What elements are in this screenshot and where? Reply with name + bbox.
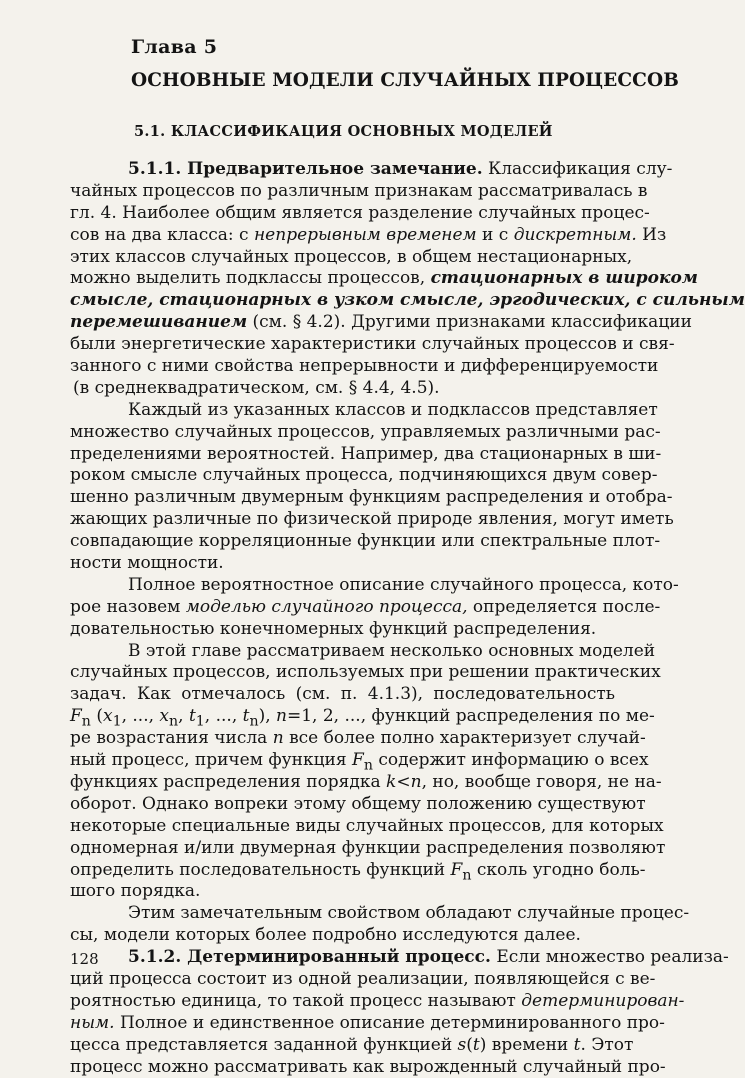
- text-run: содержит информацию о всех: [372, 750, 649, 771]
- text-line: [70, 706, 655, 730]
- text-line: [70, 312, 692, 334]
- text-line: [70, 793, 646, 816]
- text-run: шенно различным двумерным функциям распределения и отобра-: [70, 487, 673, 508]
- text-run: F: [352, 750, 364, 771]
- text-run: определяется после-: [467, 596, 661, 617]
- text-line: [70, 837, 666, 860]
- text-run: занного с ними свойства непрерывности и дифференцируемости: [70, 356, 659, 377]
- text-line: [70, 640, 656, 663]
- subscript-run: 1: [195, 713, 205, 730]
- text-line: [70, 990, 685, 1013]
- text-run: n: [410, 771, 422, 792]
- text-line: [70, 334, 675, 356]
- text-run: 5.1.2. Детерминированный процесс.: [128, 947, 491, 968]
- text-run: ности мощности.: [70, 553, 224, 574]
- text-run: , ...,: [204, 706, 243, 727]
- subscript-run: n: [81, 713, 91, 730]
- text-run: множество случайных процессов, управляемых различными рас-: [70, 421, 661, 442]
- text-run: смысле, стационарных в узком смысле, эргодических, с сильным: [70, 290, 745, 311]
- text-run: определить последовательность функций: [70, 859, 451, 880]
- text-run: k: [386, 771, 397, 792]
- text-line: [70, 531, 661, 553]
- text-run: . Этот: [580, 1034, 634, 1055]
- text-run: , ...,: [121, 706, 160, 727]
- text-line: [70, 925, 615, 947]
- text-run: , но, вообще говоря, не на-: [421, 771, 662, 792]
- chapter-title: ОСНОВНЫЕ МОДЕЛИ СЛУЧАЙНЫХ ПРОЦЕССОВ: [131, 70, 679, 91]
- text-run: x: [159, 706, 169, 727]
- text-line: [70, 443, 662, 466]
- text-run: <: [396, 771, 411, 792]
- text-run: ,: [178, 706, 189, 727]
- text-run: стационарных в широком: [430, 268, 698, 289]
- text-run: роком смысле случайных процесса, подчиняющихся двум совер-: [70, 465, 658, 486]
- text-line: [70, 1012, 665, 1035]
- text-line: [70, 750, 649, 774]
- text-line: [70, 771, 662, 794]
- text-run: рое назовем: [70, 596, 186, 617]
- text-run: моделью случайного процесса,: [185, 596, 468, 617]
- text-line: [70, 224, 667, 247]
- text-run: s: [457, 1034, 467, 1055]
- text-run: цесса представляется заданной функцией: [70, 1034, 458, 1055]
- text-line: [70, 728, 646, 750]
- text-line: [70, 947, 729, 969]
- text-run: процесс можно рассматривать как вырожденный случайный про-: [70, 1056, 666, 1077]
- chapter-heading: Глава 5: [131, 36, 218, 58]
- text-run: Этим замечательным свойством обладают случайные процес-: [128, 903, 690, 924]
- text-run: t: [573, 1034, 581, 1055]
- text-line: [70, 202, 650, 225]
- text-run: некоторые специальные виды случайных процессов, для которых: [70, 815, 664, 836]
- text-run: можно выделить подклассы процессов,: [70, 268, 431, 289]
- text-line: [70, 465, 658, 487]
- text-run: ций процесса состоит из одной реализации, появляющейся с ве-: [70, 968, 656, 989]
- subscript-run: n: [249, 713, 259, 730]
- text-run: (: [466, 1034, 473, 1055]
- text-line: [70, 1056, 666, 1078]
- text-run: Каждый из указанных классов и подклассов представляет: [128, 399, 658, 420]
- text-run: (: [90, 706, 103, 727]
- text-run: 5.1.1. Предварительное замечание.: [128, 159, 483, 179]
- text-run: t: [242, 706, 250, 727]
- subscript-run: n: [363, 757, 373, 774]
- text-run: шого порядка.: [70, 881, 201, 902]
- text-run: n: [276, 706, 287, 727]
- text-run: =1, 2, ..., функций распределения по ме-: [287, 706, 655, 727]
- text-run: сколь угодно боль-: [471, 859, 646, 880]
- text-run: (см. § 4.2). Другими признаками классификации: [247, 312, 692, 333]
- text-line: [70, 662, 661, 684]
- text-line: [70, 399, 658, 422]
- text-run: роятностью единица, то такой процесс называют: [70, 990, 522, 1011]
- text-run: Полное вероятностное описание случайного процесса, кото-: [128, 574, 679, 595]
- text-run: x: [102, 706, 113, 727]
- text-line: [70, 268, 698, 290]
- text-run: F: [70, 706, 82, 727]
- text-run: ),: [258, 706, 277, 727]
- text-line: [70, 509, 674, 531]
- text-line: [70, 378, 615, 400]
- text-line: [70, 815, 664, 838]
- text-line: [70, 487, 673, 509]
- text-run: детерминирован-: [521, 990, 685, 1011]
- text-run: непрерывным временем: [253, 224, 477, 245]
- text-run: t: [472, 1034, 480, 1055]
- text-run: оборот. Однако вопреки этому общему положению существуют: [70, 793, 646, 814]
- subscript-run: 1: [112, 713, 122, 730]
- text-run: ре возрастания числа: [70, 728, 273, 749]
- text-run: n: [272, 728, 284, 749]
- text-run: сов на два класса: с: [70, 224, 254, 245]
- text-line: [70, 159, 673, 181]
- text-run: Если множество реализа-: [490, 947, 729, 968]
- text-run: гл. 4. Наиболее общим является разделение случайных процес-: [70, 202, 650, 223]
- text-run: все более полно характеризует случай-: [283, 728, 646, 749]
- text-run: F: [450, 859, 463, 880]
- text-run: функциях распределения порядка: [70, 771, 387, 792]
- text-line: [70, 619, 615, 641]
- text-run: ный процесс, причем функция: [70, 750, 353, 771]
- text-run: ) времени: [479, 1034, 574, 1055]
- text-line: [70, 881, 615, 903]
- text-run: жающих различные по физической природе явления, могут иметь: [70, 509, 674, 530]
- text-line: [70, 246, 633, 269]
- text-line: [70, 903, 690, 925]
- body-text: [70, 159, 745, 1078]
- text-run: довательностью конечномерных функций распределения.: [70, 618, 597, 639]
- text-run: этих классов случайных процессов, в общем нестационарных,: [70, 246, 633, 267]
- text-line: [70, 684, 615, 706]
- text-run: пределениями вероятностей. Например, два стационарных в ши-: [70, 443, 662, 464]
- text-line: [70, 574, 679, 597]
- text-line: [70, 859, 646, 883]
- text-run: перемешиванием: [70, 312, 248, 333]
- text-line: [70, 596, 661, 619]
- page-number: 128: [70, 950, 99, 968]
- text-run: задач. Как отмечалось (см. п. 4.1.3), последовательность: [70, 684, 615, 705]
- text-line: [70, 1034, 634, 1057]
- text-run: (в среднеквадратическом, см. § 4.4, 4.5).: [73, 377, 440, 398]
- subscript-run: n: [462, 866, 472, 883]
- text-run: Полное и единственное описание детерминированного про-: [114, 1012, 665, 1033]
- text-run: В этой главе рассматриваем несколько основных моделей: [128, 640, 656, 661]
- text-run: случайных процессов, используемых при решении практических: [70, 662, 661, 683]
- text-run: дискретным.: [513, 224, 637, 245]
- section-heading: 5.1. КЛАССИФИКАЦИЯ ОСНОВНЫХ МОДЕЛЕЙ: [134, 123, 553, 140]
- text-line: [70, 553, 615, 575]
- text-run: совпадающие корреляционные функции или спектральные плот-: [70, 531, 661, 552]
- text-run: были энергетические характеристики случайных процессов и свя-: [70, 334, 675, 355]
- text-run: Классификация слу-: [482, 159, 673, 179]
- text-run: Из: [636, 224, 667, 245]
- text-run: чайных процессов по различным признакам рассматривалась в: [70, 180, 648, 201]
- text-run: одномерная и/или двумерная функции распределения позволяют: [70, 837, 666, 858]
- text-line: [70, 290, 745, 312]
- text-line: [70, 356, 659, 378]
- text-run: ным.: [70, 1012, 115, 1033]
- text-run: и с: [476, 224, 514, 245]
- text-run: сы, модели которых более подробно исследуются далее.: [70, 925, 581, 946]
- text-line: [70, 421, 661, 444]
- text-run: t: [188, 706, 196, 727]
- text-line: [70, 968, 656, 991]
- subscript-run: n: [169, 713, 179, 730]
- text-line: [70, 180, 648, 203]
